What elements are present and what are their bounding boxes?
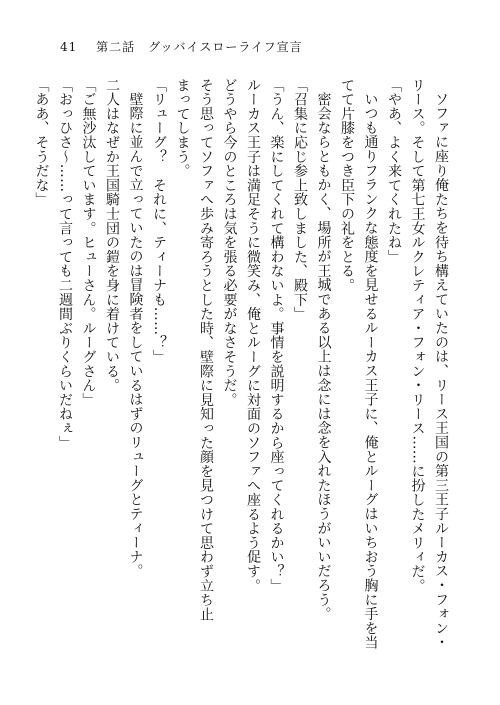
chapter-title: 第二話 グッバイスローライフ宣言 bbox=[96, 40, 303, 54]
text-line: ルーカス王子は満足そうに微笑み、俺とルーグに対面のソファへ座るよう促す。 bbox=[245, 78, 261, 593]
text-line: そう思ってソファへ歩み寄ろうとした時、壁際に見知った顔を見つけて思わず立ち止 bbox=[198, 78, 214, 622]
page-number: 41 bbox=[60, 40, 78, 54]
text-line: どうやら今のところは気を張る必要がなさそうだ。 bbox=[221, 78, 238, 407]
text-line: 「ああ、そうだな」 bbox=[33, 78, 50, 207]
text-line: 「おっひさ～……って言っても二週間ぶりくらいだねぇ」 bbox=[57, 78, 73, 450]
page-header bbox=[60, 38, 303, 55]
text-line: 「リューグ？ それに、ティーナも……？」 bbox=[151, 78, 167, 364]
text-line: いつも通りフランクな態度を見せるルーカス王子に、俺とルーグはいちおう胸に手を当 bbox=[362, 92, 379, 650]
text-line: 密会ならともかく、場所が王城である以上は念には念を入れたほうがいいだろう。 bbox=[315, 92, 332, 622]
text-line: 「やあ、よく来てくれたね」 bbox=[386, 78, 402, 264]
text-line: リース。そして第七王女ルクレティア・フォン・リース……に扮したメリィだ。 bbox=[409, 78, 426, 593]
text-line: 「うん、楽にしてくれて構わないよ。事情を説明するから座ってくれるかい？」 bbox=[268, 78, 285, 593]
text-line: ソファに座り俺たちを待ち構えていたのは、リース王国の第三王子ルーカス・フォン・ bbox=[433, 92, 449, 650]
text-line: 壁際に並んで立っていたのは冒険者をしているはずのリューグとティーナ。 bbox=[127, 92, 144, 579]
text-line: まってしまう。 bbox=[174, 78, 191, 179]
text-line: 「召集に応じ参上致しました、殿下」 bbox=[292, 78, 308, 322]
text-line: てて片膝をつき臣下の礼をとる。 bbox=[339, 78, 355, 293]
text-line: 二人はなぜか王国騎士団の鎧を身に着けている。 bbox=[104, 78, 120, 393]
body-text bbox=[32, 78, 452, 658]
text-line: 「ご無沙汰しています。ヒューさん。ルーグさん」 bbox=[80, 78, 97, 407]
